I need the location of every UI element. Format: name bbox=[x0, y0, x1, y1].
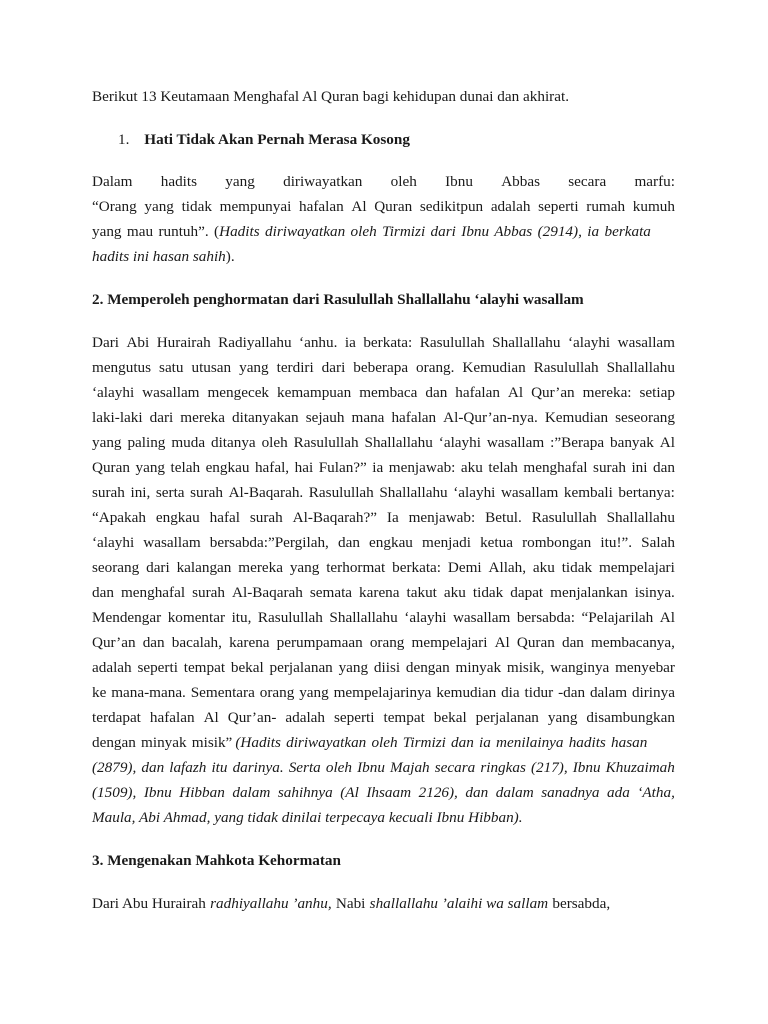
word: Al bbox=[507, 384, 524, 401]
word: darinya. bbox=[232, 759, 284, 776]
word: yang bbox=[239, 359, 269, 376]
word: rumah bbox=[586, 198, 626, 215]
word: dan bbox=[142, 634, 165, 651]
text: Nabi bbox=[335, 895, 366, 912]
paragraph-2-line bbox=[92, 733, 675, 753]
word: oleh bbox=[261, 434, 288, 451]
word: dan bbox=[141, 759, 165, 776]
paragraph-1-line-1 bbox=[92, 172, 675, 192]
paragraph-2-line bbox=[92, 358, 675, 378]
word: Qur’an- bbox=[227, 709, 277, 726]
word: diriwayatkan bbox=[283, 173, 363, 190]
word: dengan bbox=[405, 659, 450, 676]
word: Abi bbox=[126, 334, 150, 351]
text bbox=[92, 358, 675, 378]
word: wasallam bbox=[142, 384, 200, 401]
word: mereka: bbox=[582, 384, 632, 401]
word: yang bbox=[144, 198, 174, 215]
word: (1509), bbox=[92, 784, 137, 801]
text bbox=[92, 608, 675, 628]
word: Rasulullah bbox=[308, 484, 374, 501]
heading-3 bbox=[92, 851, 675, 871]
citation-text: Maula, Abi Ahmad, yang tidak dinilai terpecaya kecuali Ibnu Hibban). bbox=[92, 809, 523, 826]
word: orang bbox=[259, 684, 295, 701]
word: Al-Baqarah. bbox=[228, 484, 304, 501]
word: hafalan bbox=[149, 709, 195, 726]
text bbox=[92, 458, 675, 478]
word: misik, bbox=[506, 659, 545, 676]
word: surah bbox=[192, 584, 225, 601]
word: wasallam bbox=[452, 609, 511, 626]
word: Radiyallahu bbox=[218, 334, 292, 351]
word: Al bbox=[351, 198, 367, 215]
word: tempat bbox=[183, 659, 226, 676]
word: dan bbox=[425, 384, 448, 401]
word: surah bbox=[92, 484, 125, 501]
word: yang bbox=[547, 709, 578, 726]
honorific-text: shallallahu ’alaihi wa sallam bbox=[369, 895, 549, 912]
word: mengecek bbox=[207, 384, 270, 401]
word: Hurairah bbox=[156, 334, 211, 351]
word: ini bbox=[631, 459, 648, 476]
word: bersabda:”Pergilah, bbox=[209, 534, 329, 551]
word: hafalan bbox=[299, 198, 344, 215]
word: ke bbox=[92, 684, 107, 701]
word: 2126), bbox=[418, 784, 458, 801]
word: ‘alayhi bbox=[92, 534, 135, 551]
text bbox=[92, 533, 675, 553]
word: (Al bbox=[340, 784, 359, 801]
word: muda bbox=[171, 434, 206, 451]
word: yang bbox=[299, 684, 329, 701]
word: yang bbox=[92, 434, 122, 451]
word: marfu: bbox=[634, 173, 675, 190]
word: ia bbox=[372, 459, 384, 476]
word: utusan bbox=[191, 359, 232, 376]
text bbox=[92, 683, 675, 703]
word: engkau bbox=[205, 459, 250, 476]
word: Rasulullah bbox=[257, 609, 323, 626]
word: membaca bbox=[359, 384, 418, 401]
word: dan bbox=[92, 584, 114, 601]
word: paling bbox=[127, 434, 166, 451]
word: ‘alayhi bbox=[453, 484, 496, 501]
text bbox=[92, 408, 675, 428]
word: berkata: bbox=[392, 559, 442, 576]
word: yang bbox=[338, 659, 369, 676]
word: wanginya bbox=[550, 659, 610, 676]
word: menjadi bbox=[422, 534, 471, 551]
word: ‘alayhi bbox=[438, 434, 481, 451]
word: ‘alayhi bbox=[92, 384, 135, 401]
word: tidak bbox=[472, 584, 504, 601]
word: surah bbox=[190, 484, 224, 501]
paragraph-2-line bbox=[92, 383, 675, 403]
word: bekal bbox=[230, 659, 264, 676]
word: banyak bbox=[609, 434, 654, 451]
citation-text bbox=[92, 783, 675, 803]
word: itu!”. bbox=[600, 534, 633, 551]
word: itu bbox=[211, 759, 228, 776]
word: mempunyai bbox=[219, 198, 292, 215]
word: mempelajarinya bbox=[333, 684, 432, 701]
word: tidur bbox=[524, 684, 554, 701]
word: “Pelajarilah bbox=[581, 609, 654, 626]
paragraph-1-line-2 bbox=[92, 197, 675, 217]
word: tidak bbox=[561, 559, 593, 576]
paragraph-1-line-3 bbox=[92, 222, 675, 242]
word: surah bbox=[593, 459, 626, 476]
word: orang. bbox=[416, 359, 455, 376]
word: kembali bbox=[563, 484, 613, 501]
word: wasallam bbox=[617, 334, 675, 351]
word: ia bbox=[344, 334, 356, 351]
word: Ihsaam bbox=[366, 784, 412, 801]
word: mereka bbox=[238, 559, 283, 576]
citation-text: hadits ini hasan sahih bbox=[92, 248, 226, 265]
word: surah bbox=[249, 509, 283, 526]
word: Shallallahu bbox=[492, 334, 561, 351]
word: setiap bbox=[639, 384, 675, 401]
word: rombongan bbox=[522, 534, 592, 551]
paragraph-2-line bbox=[92, 558, 675, 578]
text bbox=[92, 433, 675, 453]
word: ditanyakan bbox=[232, 409, 299, 426]
word: yang bbox=[225, 173, 255, 190]
word: mana bbox=[351, 409, 385, 426]
word: wasallam bbox=[500, 484, 559, 501]
word: wasallam bbox=[486, 434, 545, 451]
word: hadits bbox=[160, 173, 198, 190]
word: membacanya, bbox=[591, 634, 675, 651]
word: lafazh bbox=[169, 759, 207, 776]
word: aku bbox=[460, 459, 483, 476]
word: itu, bbox=[231, 609, 252, 626]
heading-2 bbox=[92, 290, 675, 310]
word: orang bbox=[369, 634, 405, 651]
word: Qur’an bbox=[92, 634, 136, 651]
word: terhormat bbox=[326, 559, 386, 576]
word: Rasulullah bbox=[293, 434, 359, 451]
text bbox=[92, 558, 675, 578]
word: yang bbox=[289, 559, 320, 576]
text bbox=[92, 197, 675, 217]
word: dalam bbox=[232, 784, 271, 801]
word: ‘alayhi bbox=[404, 609, 447, 626]
word: Al bbox=[659, 434, 675, 451]
word: hai bbox=[294, 459, 314, 476]
word: tempat bbox=[383, 709, 425, 726]
word: sahihnya bbox=[277, 784, 333, 801]
word: adalah bbox=[285, 709, 326, 726]
word: wasallam bbox=[143, 534, 201, 551]
paragraph-2-line bbox=[92, 533, 675, 553]
word: bacalah, bbox=[171, 634, 222, 651]
word: Allah, bbox=[488, 559, 527, 576]
word: perjalanan bbox=[475, 709, 539, 726]
word: hafalan bbox=[391, 409, 437, 426]
word: minyak bbox=[455, 659, 502, 676]
word: Mendengar bbox=[92, 609, 162, 626]
word: dirinya bbox=[631, 684, 675, 701]
paragraph-1-line-4 bbox=[92, 247, 675, 267]
paragraph-2-line bbox=[92, 633, 675, 653]
word: Rasulullah bbox=[419, 334, 485, 351]
paragraph-2-line bbox=[92, 433, 675, 453]
heading-2-title: 2. Memperoleh penghormatan dari Rasulullah Shallallahu ‘alayhi wasallam bbox=[92, 291, 584, 308]
word: karena bbox=[359, 584, 400, 601]
word: Al-Baqarah?” bbox=[292, 509, 377, 526]
word: Betul. bbox=[485, 509, 522, 526]
text: Dari Abu Hurairah bbox=[92, 895, 206, 912]
word: engkau bbox=[369, 534, 413, 551]
paragraph-2-line bbox=[92, 583, 675, 603]
word: disambungkan bbox=[586, 709, 675, 726]
heading-1-number: 1. bbox=[118, 131, 130, 148]
word: Al-Baqarah bbox=[232, 584, 303, 601]
heading-3-title: 3. Mengenakan Mahkota Kehormatan bbox=[92, 852, 341, 869]
word: Shallallahu bbox=[364, 434, 433, 451]
word: serta bbox=[155, 484, 185, 501]
word: Ibnu bbox=[143, 784, 172, 801]
text: ). bbox=[225, 248, 235, 265]
word: (217), bbox=[530, 759, 568, 776]
word: oleh bbox=[325, 759, 352, 776]
word: ‘alayhi bbox=[567, 334, 611, 351]
word: dan bbox=[561, 634, 584, 651]
word: Kemudian bbox=[544, 409, 609, 426]
word: yang bbox=[135, 459, 166, 476]
word: ditanya bbox=[210, 434, 256, 451]
word: Quran bbox=[516, 634, 555, 651]
text bbox=[92, 583, 675, 603]
word: Ibnu bbox=[572, 759, 601, 776]
citation-text: Hadits diriwayatkan oleh Tirmizi dari Ibnu Abbas (2914), ia berkata bbox=[219, 223, 651, 240]
word: dalam bbox=[589, 684, 628, 701]
text bbox=[92, 483, 675, 503]
word: isinya. bbox=[634, 584, 675, 601]
word: Abbas bbox=[501, 173, 540, 190]
word: Al bbox=[203, 709, 219, 726]
word: hafal, bbox=[254, 459, 290, 476]
word: secara bbox=[434, 759, 476, 776]
paragraph-2-line bbox=[92, 658, 675, 678]
word: Ibnu bbox=[357, 759, 385, 776]
word: menjalankan bbox=[550, 584, 628, 601]
word: Shallallahu bbox=[606, 509, 675, 526]
word: Shallallahu bbox=[606, 359, 675, 376]
word: menjawab: bbox=[388, 459, 456, 476]
citation-text: (Hadits diriwayatkan oleh Tirmizi dan ia menilainya hadits hasan bbox=[235, 734, 648, 751]
word: seseorang bbox=[615, 409, 675, 426]
word: aku bbox=[443, 584, 466, 601]
word: Demi bbox=[447, 559, 482, 576]
word: komentar bbox=[167, 609, 226, 626]
heading-1-title: Hati Tidak Akan Pernah Merasa Kosong bbox=[144, 131, 410, 148]
word: :”Berapa bbox=[550, 434, 605, 451]
word: tidak bbox=[181, 198, 212, 215]
word: adalah bbox=[92, 659, 132, 676]
word: bertanya: bbox=[618, 484, 675, 501]
text bbox=[92, 383, 675, 403]
word: Salah bbox=[641, 534, 675, 551]
word: mengutus bbox=[92, 359, 152, 376]
word: terdapat bbox=[92, 709, 141, 726]
word: sanadnya bbox=[541, 784, 600, 801]
word: seperti bbox=[137, 659, 178, 676]
word: hafalan bbox=[455, 384, 500, 401]
word: Dari bbox=[92, 334, 119, 351]
word: Quran bbox=[92, 459, 130, 476]
word: hafal bbox=[209, 509, 240, 526]
word: Shallallahu bbox=[379, 484, 448, 501]
word: Hibban bbox=[179, 784, 225, 801]
word: aku bbox=[532, 559, 555, 576]
word: -dan bbox=[558, 684, 586, 701]
word: menghafal bbox=[523, 459, 588, 476]
paragraph-2-line bbox=[92, 408, 675, 428]
word: dari bbox=[149, 409, 174, 426]
word: dan bbox=[337, 534, 360, 551]
word: satu bbox=[159, 359, 184, 376]
word: (2879), bbox=[92, 759, 137, 776]
word: ini, bbox=[130, 484, 151, 501]
word: dapat bbox=[510, 584, 544, 601]
word: mempelajari bbox=[598, 559, 675, 576]
word: takut bbox=[406, 584, 437, 601]
word: diisi bbox=[373, 659, 401, 676]
word: secara bbox=[568, 173, 607, 190]
honorific-text: radhiyallahu ’anhu, bbox=[210, 895, 332, 912]
word: Al bbox=[494, 634, 510, 651]
word: Serta bbox=[288, 759, 321, 776]
word: Quran bbox=[374, 198, 413, 215]
word: menghafal bbox=[120, 584, 186, 601]
word: Dalam bbox=[92, 173, 133, 190]
word: ‘Atha, bbox=[637, 784, 675, 801]
word: dalam bbox=[495, 784, 534, 801]
paragraph-2-line bbox=[92, 458, 675, 478]
word: Al bbox=[659, 609, 675, 626]
word: Al-Qur’an-nya. bbox=[443, 409, 538, 426]
word: dan bbox=[465, 784, 489, 801]
word: bekal bbox=[433, 709, 467, 726]
text bbox=[92, 633, 675, 653]
word: semata bbox=[309, 584, 353, 601]
word: Ia bbox=[386, 509, 399, 526]
word: telah bbox=[488, 459, 518, 476]
word: berkata: bbox=[363, 334, 413, 351]
word: ada bbox=[607, 784, 630, 801]
word: “Apakah bbox=[92, 509, 146, 526]
word: ‘anhu. bbox=[299, 334, 338, 351]
word: mana-mana. bbox=[111, 684, 186, 701]
word: dia bbox=[501, 684, 520, 701]
paragraph-2-line bbox=[92, 808, 675, 828]
paragraph-2-line bbox=[92, 708, 675, 728]
word: Qur’an bbox=[531, 384, 575, 401]
word: Fulan?” bbox=[318, 459, 367, 476]
word: beberapa bbox=[353, 359, 409, 376]
word: adalah bbox=[490, 198, 531, 215]
word: kumuh bbox=[632, 198, 675, 215]
word: mempelajari bbox=[411, 634, 488, 651]
word: dari bbox=[321, 359, 346, 376]
word: “Orang bbox=[92, 198, 137, 215]
word: seorang bbox=[92, 559, 140, 576]
paragraph-3-line bbox=[92, 894, 675, 914]
word: ketua bbox=[480, 534, 513, 551]
word: engkau bbox=[155, 509, 200, 526]
paragraph-2-line bbox=[92, 758, 675, 778]
word: kemudian bbox=[436, 684, 497, 701]
paragraph-2-line bbox=[92, 333, 675, 353]
word: dan bbox=[653, 459, 675, 476]
word: karena bbox=[229, 634, 270, 651]
paragraph-2-line bbox=[92, 508, 675, 528]
word: Kemudian bbox=[462, 359, 526, 376]
word: menyebar bbox=[615, 659, 675, 676]
text bbox=[92, 508, 675, 528]
word: menjawab: bbox=[408, 509, 476, 526]
word: bersabda: bbox=[516, 609, 576, 626]
intro-line bbox=[92, 87, 675, 107]
word: sedikitpun bbox=[419, 198, 484, 215]
word: Sementara bbox=[190, 684, 255, 701]
paragraph-2-line bbox=[92, 683, 675, 703]
word: Shallallahu bbox=[329, 609, 398, 626]
text: bersabda, bbox=[552, 895, 611, 912]
intro-text: Berikut 13 Keutamaan Menghafal Al Quran bagi kehidupan dunai dan akhirat. bbox=[92, 88, 569, 105]
word: Khuzaimah bbox=[605, 759, 675, 776]
citation-text bbox=[92, 758, 675, 778]
word: laki-laki bbox=[92, 409, 143, 426]
word: ringkas bbox=[480, 759, 526, 776]
word: sejauh bbox=[305, 409, 345, 426]
paragraph-2-line bbox=[92, 783, 675, 803]
word: Ibnu bbox=[445, 173, 473, 190]
word: Majah bbox=[390, 759, 430, 776]
text: dengan minyak misik” bbox=[92, 734, 233, 751]
word: terdiri bbox=[276, 359, 314, 376]
word: oleh bbox=[390, 173, 417, 190]
text bbox=[92, 708, 675, 728]
word: seperti bbox=[334, 709, 375, 726]
text bbox=[92, 658, 675, 678]
heading-1 bbox=[118, 130, 410, 150]
paragraph-2-line bbox=[92, 608, 675, 628]
word: perumpamaan bbox=[276, 634, 363, 651]
word: kemampuan bbox=[277, 384, 352, 401]
text: yang mau runtuh”. ( bbox=[92, 223, 220, 240]
text bbox=[92, 333, 675, 353]
paragraph-2-line bbox=[92, 483, 675, 503]
word: mereka bbox=[180, 409, 225, 426]
word: Rasulullah bbox=[531, 509, 597, 526]
word: seperti bbox=[538, 198, 579, 215]
word: Rasulullah bbox=[533, 359, 599, 376]
word: perjalanan bbox=[269, 659, 333, 676]
word: telah bbox=[170, 459, 201, 476]
word: dari bbox=[146, 559, 170, 576]
word: kalangan bbox=[176, 559, 232, 576]
